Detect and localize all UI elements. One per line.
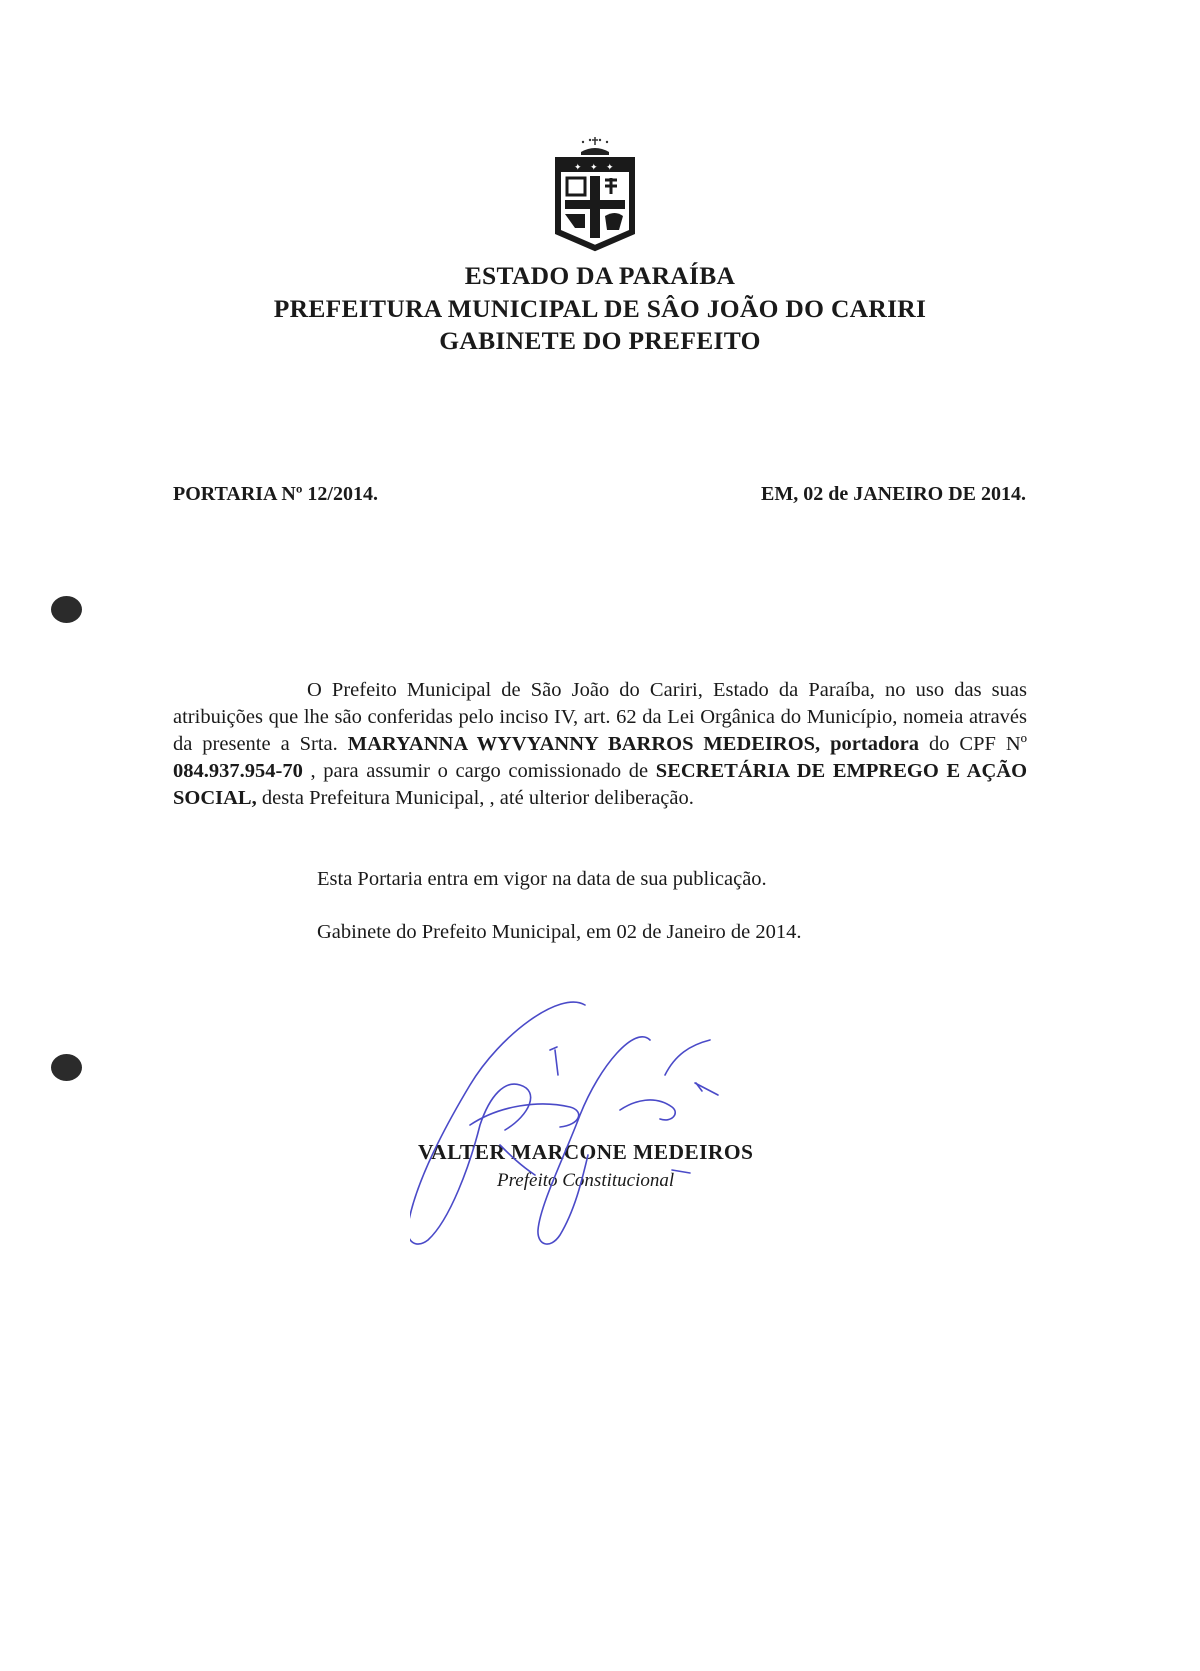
paragraph-effective: Esta Portaria entra em vigor na data de sua publicação. (317, 868, 767, 890)
appointed-role: SECRETÁRIA DE EMPREGO E AÇÃO SOCIAL, (173, 760, 1028, 809)
document-number: PORTARIA Nº 12/2014. (173, 483, 378, 505)
svg-text:✦: ✦ (590, 163, 598, 173)
cpf-label: do CPF Nº (928, 733, 1028, 755)
svg-text:✦: ✦ (606, 163, 614, 173)
signatory-title: Prefeito Constitucional (497, 1170, 675, 1191)
punch-hole-icon (51, 596, 82, 623)
paragraph-main-cont: , para assumir o cargo comissionado de (310, 760, 649, 782)
handwritten-signature (410, 995, 790, 1255)
svg-text:✦: ✦ (574, 163, 582, 173)
paragraph-main-end: desta Prefeitura Municipal, , até ulterior deliberação. (261, 787, 694, 809)
document-date: EM, 02 de JANEIRO DE 2014. (760, 483, 1026, 505)
signatory-name: VALTER MARCONE MEDEIROS (418, 1140, 754, 1164)
header-municipality: PREFEITURA MUNICIPAL DE SÂO JOÃO DO CARIRI (273, 294, 927, 323)
paragraph-location-date: Gabinete do Prefeito Municipal, em 02 de Janeiro de 2014. (317, 921, 802, 943)
coat-of-arms-icon (553, 136, 637, 254)
header-office: GABINETE DO PREFEITO (439, 326, 761, 355)
paragraph-main (173, 677, 1027, 812)
cpf-number: 084.937.954-70 (173, 760, 303, 782)
header-state: ESTADO DA PARAÍBA (464, 261, 736, 290)
punch-hole-icon (51, 1054, 82, 1081)
paragraph-main-intro: O Prefeito Municipal de São João do Cariri, Estado da Paraíba, no uso das suas atribuições que lhe são conferidas pelo inciso IV, art. 62 da Lei Orgânica do Município, nomeia através da presente a Srta. (173, 679, 1027, 755)
appointee-name: MARYANNA WYVYANNY BARROS MEDEIROS, portadora (347, 733, 919, 755)
document-body (173, 677, 1027, 812)
